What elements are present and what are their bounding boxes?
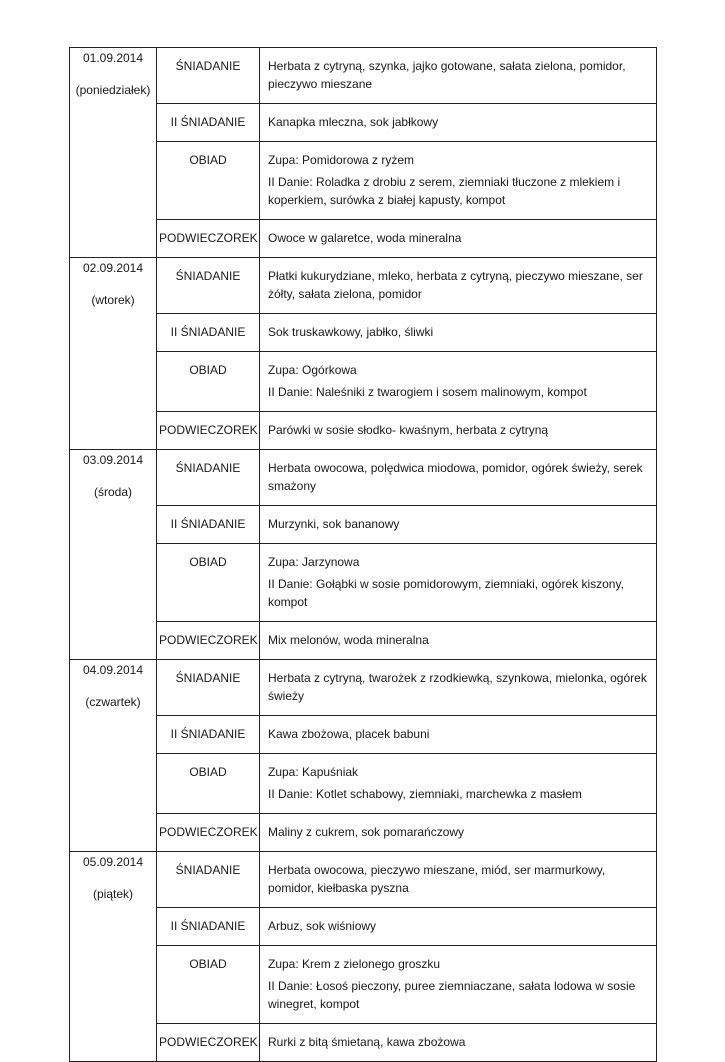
day-cell: [70, 660, 157, 852]
meal-line: Herbata owocowa, polędwica miodowa, pomidor, ogórek świeży, serek smażony: [268, 461, 643, 493]
meal-line: Mix melonów, woda mineralna: [268, 633, 429, 647]
meal-line: II Danie: Łosoś pieczony, puree ziemniaczane, sałata lodowa w sosie winegret, kompot: [268, 979, 636, 1011]
meal-description: [260, 48, 657, 104]
meal-description: [260, 660, 657, 716]
meal-description: [260, 1024, 657, 1062]
meal-label: PODWIECZOREK: [157, 814, 260, 852]
meal-label: OBIAD: [157, 544, 260, 622]
table-row: [70, 142, 657, 220]
day-date: 01.09.2014: [82, 51, 144, 65]
table-row: [70, 716, 657, 754]
table-row: [70, 314, 657, 352]
meal-label: ŚNIADANIE: [157, 852, 260, 908]
meal-label: OBIAD: [157, 142, 260, 220]
day-weekday: (poniedziałek): [75, 83, 151, 97]
table-row: [70, 1024, 657, 1062]
table-row: [70, 946, 657, 1024]
meal-label: II ŚNIADANIE: [157, 908, 260, 946]
table-row: [70, 852, 657, 908]
meal-label: PODWIECZOREK: [157, 220, 260, 258]
meal-label: PODWIECZOREK: [157, 1024, 260, 1062]
weekly-menu-table: [69, 47, 657, 1062]
meal-description: [260, 716, 657, 754]
meal-description: [260, 506, 657, 544]
day-date: 04.09.2014: [82, 663, 144, 677]
table-row: [70, 450, 657, 506]
table-row: [70, 814, 657, 852]
meal-label: PODWIECZOREK: [157, 622, 260, 660]
day-weekday: (piątek): [92, 887, 133, 901]
table-row: [70, 258, 657, 314]
meal-line: Owoce w galaretce, woda mineralna: [268, 231, 462, 245]
day-weekday: (czwartek): [85, 695, 141, 709]
meal-description: [260, 220, 657, 258]
meal-line: II Danie: Naleśniki z twarogiem i sosem malinowym, kompot: [268, 385, 587, 399]
day-date: 05.09.2014: [82, 855, 144, 869]
meal-label: OBIAD: [157, 352, 260, 412]
day-weekday: (środa): [93, 485, 132, 499]
table-row: [70, 622, 657, 660]
table-row: [70, 754, 657, 814]
meal-label: II ŚNIADANIE: [157, 716, 260, 754]
meal-line: Zupa: Jarzynowa: [268, 555, 360, 569]
day-date: 02.09.2014: [82, 261, 144, 275]
meal-label: II ŚNIADANIE: [157, 104, 260, 142]
table-row: [70, 220, 657, 258]
meal-label: ŚNIADANIE: [157, 48, 260, 104]
meal-line: II Danie: Kotlet schabowy, ziemniaki, marchewka z masłem: [268, 787, 582, 801]
table-row: [70, 104, 657, 142]
meal-description: [260, 450, 657, 506]
meal-label: OBIAD: [157, 946, 260, 1024]
meal-description: [260, 908, 657, 946]
day-weekday: (wtorek): [91, 293, 135, 307]
meal-line: Zupa: Kapuśniak: [268, 765, 359, 779]
meal-line: II Danie: Gołąbki w sosie pomidorowym, ziemniaki, ogórek kiszony, kompot: [268, 577, 624, 609]
meal-line: Herbata owocowa, pieczywo mieszane, miód, ser marmurkowy, pomidor, kiełbaska pyszna: [268, 863, 606, 895]
meal-description: [260, 622, 657, 660]
meal-line: II Danie: Roladka z drobiu z serem, ziemniaki tłuczone z mlekiem i koperkiem, surówka z białej kapusty, kompot: [268, 175, 621, 207]
table-row: [70, 48, 657, 104]
meal-description: [260, 142, 657, 220]
meal-description: [260, 412, 657, 450]
meal-line: Arbuz, sok wiśniowy: [268, 919, 377, 933]
meal-line: Murzynki, sok bananowy: [268, 517, 400, 531]
meal-line: Płatki kukurydziane, mleko, herbata z cytryną, pieczywo mieszane, ser żółty, sałata zielona, pomidor: [268, 269, 643, 301]
meal-line: Zupa: Ogórkowa: [268, 363, 357, 377]
meal-line: Zupa: Krem z zielonego groszku: [268, 957, 441, 971]
meal-description: [260, 352, 657, 412]
day-cell: [70, 852, 157, 1062]
day-date: 03.09.2014: [82, 453, 144, 467]
meal-description: [260, 852, 657, 908]
day-cell: [70, 258, 157, 450]
meal-description: [260, 544, 657, 622]
meal-line: Herbata z cytryną, twarożek z rzodkiewką, szynkowa, mielonka, ogórek świeży: [268, 671, 647, 703]
meal-line: Maliny z cukrem, sok pomarańczowy: [268, 825, 465, 839]
table-row: [70, 412, 657, 450]
meal-description: [260, 946, 657, 1024]
meal-label: II ŚNIADANIE: [157, 506, 260, 544]
table-row: [70, 506, 657, 544]
meal-label: PODWIECZOREK: [157, 412, 260, 450]
meal-line: Sok truskawkowy, jabłko, śliwki: [268, 325, 434, 339]
meal-description: [260, 314, 657, 352]
meal-label: ŚNIADANIE: [157, 450, 260, 506]
meal-description: [260, 258, 657, 314]
table-row: [70, 544, 657, 622]
day-cell: [70, 450, 157, 660]
meal-label: OBIAD: [157, 754, 260, 814]
meal-line: Rurki z bitą śmietaną, kawa zbożowa: [268, 1035, 466, 1049]
table-row: [70, 352, 657, 412]
meal-label: II ŚNIADANIE: [157, 314, 260, 352]
day-cell: [70, 48, 157, 258]
meal-description: [260, 814, 657, 852]
meal-line: Kawa zbożowa, placek babuni: [268, 727, 430, 741]
meal-label: ŚNIADANIE: [157, 258, 260, 314]
meal-line: Zupa: Pomidorowa z ryżem: [268, 153, 415, 167]
meal-description: [260, 754, 657, 814]
meal-line: Kanapka mleczna, sok jabłkowy: [268, 115, 439, 129]
table-row: [70, 660, 657, 716]
meal-description: [260, 104, 657, 142]
meal-line: Parówki w sosie słodko- kwaśnym, herbata z cytryną: [268, 423, 549, 437]
meal-line: Herbata z cytryną, szynka, jajko gotowane, sałata zielona, pomidor, pieczywo mieszane: [268, 59, 626, 91]
meal-label: ŚNIADANIE: [157, 660, 260, 716]
table-row: [70, 908, 657, 946]
